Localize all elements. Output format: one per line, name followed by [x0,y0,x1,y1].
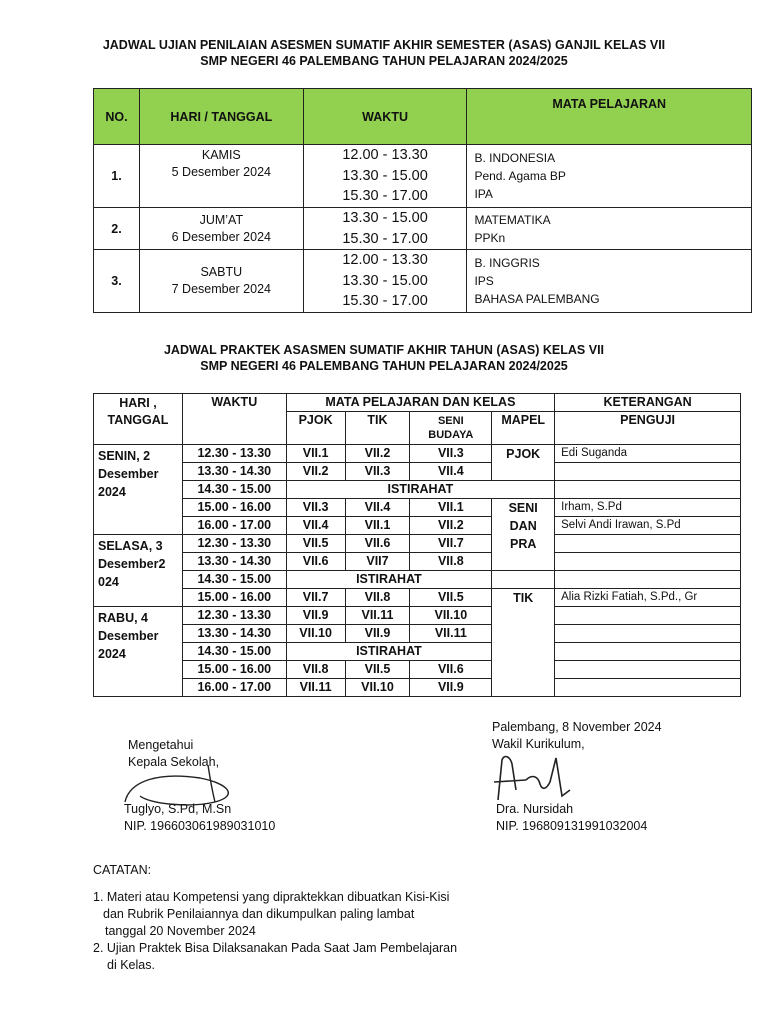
exam-title-line1: JADWAL UJIAN PENILAIAN ASESMEN SUMATIF AKHIR SEMESTER (ASAS) GANJIL KELAS VII [102,38,666,52]
note-1-line2: dan Rubrik Penilaiannya dan dikumpulkan paling lambat [103,907,415,921]
penguji-cell [555,553,741,571]
practice-title-line1: JADWAL PRAKTEK ASASMEN SUMATIF AKHIR TAHUN (ASAS) KELAS VII [163,343,605,357]
place-date: Palembang, 8 November 2024 [492,720,662,734]
day-l2: Desember2 [98,557,166,571]
day-name: JUM’AT [199,212,244,227]
seni-cell: VII.8 [410,553,492,571]
pjok-cell: VII.5 [286,535,345,553]
day-cell [94,607,183,697]
col-header-day: HARI / TANGGAL [139,89,303,145]
break-cell: ISTIRAHAT [286,481,554,499]
table-row [94,625,741,643]
seni-cell: VII.6 [410,661,492,679]
day-cell [94,445,183,535]
header-day [94,394,183,445]
penguji-cell [555,661,741,679]
time-cell: 14.30 - 15.00 [182,571,286,589]
time-cell: 13.30 - 14.30 [182,625,286,643]
row-number: 1. [94,145,140,208]
practice-schedule-table [93,393,741,697]
table-row [94,463,741,481]
seni-cell: VII.4 [410,463,492,481]
table-row [94,445,741,463]
penguji-cell: Edi Suganda [555,445,741,463]
tik-cell: VII.9 [345,625,410,643]
vice-name-block [496,801,647,835]
penguji-cell [555,481,741,499]
table-row [94,499,741,517]
row-number: 2. [94,208,140,250]
day-date: 5 Desember 2024 [171,165,271,179]
time-slot: 15.30 - 17.00 [342,230,428,247]
row-subjects [467,250,752,313]
time-cell: 12.30 - 13.30 [182,607,286,625]
time-slot: 12.00 - 13.30 [342,147,428,164]
tik-cell: VII.8 [345,589,410,607]
mapel-cell: PJOK [492,445,555,481]
time-cell: 13.30 - 14.30 [182,463,286,481]
vice-block [492,719,662,753]
header-time: WAKTU [182,394,286,445]
mapel-cell: TIK [492,589,555,697]
pjok-cell: VII.1 [286,445,345,463]
time-slot: 15.30 - 17.00 [342,293,428,309]
notes-list [93,889,457,974]
break-cell: ISTIRAHAT [286,571,492,589]
headmaster-nip: NIP. 196603061989031010 [124,819,276,833]
header-seni [410,412,492,445]
subject: MATEMATIKA [474,212,551,227]
break-cell: ISTIRAHAT [286,643,492,661]
mapel-cell [492,499,555,571]
pjok-cell: VII.7 [286,589,345,607]
penguji-cell [555,535,741,553]
time-cell: 16.00 - 17.00 [182,517,286,535]
note-1-line3: tanggal 20 November 2024 [105,924,256,938]
seni-cell: VII.11 [410,625,492,643]
header-day-l1: HARI , [119,396,157,410]
row-subjects [467,145,752,208]
subject: B. INGGRIS [474,255,540,270]
header-day-l2: TANGGAL [107,413,169,427]
header-penguji: PENGUJI [555,412,741,445]
time-cell: 15.00 - 16.00 [182,589,286,607]
time-slot: 15.30 - 17.00 [342,188,428,205]
day-name: KAMIS [201,148,241,162]
exam-title-line2: SMP NEGERI 46 PALEMBANG TAHUN PELAJARAN 2024/2025 [200,54,568,68]
tik-cell: VII.4 [345,499,410,517]
tik-cell: VII.6 [345,535,410,553]
note-2-line2: di Kelas. [107,958,155,972]
day-date: 6 Desember 2024 [171,229,271,244]
col-header-subject: MATA PELAJARAN [467,89,752,145]
day-l2: Desember [98,467,159,481]
table-row [94,607,741,625]
day-l3: 2024 [98,485,126,499]
vice-signature-icon [486,750,576,805]
row-day [139,250,303,313]
exam-schedule-title [0,37,768,69]
seni-cell: VII.2 [410,517,492,535]
table-row [94,589,741,607]
headmaster-role: Kepala Sekolah, [128,755,220,769]
col-header-no: NO. [94,89,140,145]
time-slot: 12.00 - 13.30 [342,252,428,268]
seni-cell: VII.5 [410,589,492,607]
time-cell: 12.30 - 13.30 [182,535,286,553]
penguji-cell [555,625,741,643]
vice-role: Wakil Kurikulum, [492,737,585,751]
col-header-time: WAKTU [303,89,467,145]
time-cell: 13.30 - 14.30 [182,553,286,571]
subject: PPKn [474,230,506,245]
tik-cell: VII.10 [345,679,410,697]
header-tik: TIK [345,412,410,445]
exam-schedule-table [93,88,752,313]
table-row [94,517,741,535]
seni-cell: VII.10 [410,607,492,625]
pjok-cell: VII.3 [286,499,345,517]
pjok-cell: VII.4 [286,517,345,535]
day-date: 7 Desember 2024 [171,281,271,296]
time-cell: 14.30 - 15.00 [182,643,286,661]
penguji-cell [555,607,741,625]
pjok-cell: VII.11 [286,679,345,697]
table-row [94,553,741,571]
day-l2: Desember [98,629,159,643]
header-subjects: MATA PELAJARAN DAN KELAS [286,394,554,412]
subject: IPS [474,273,494,288]
practice-title-line2: SMP NEGERI 46 PALEMBANG TAHUN PELAJARAN 2024/2025 [200,359,568,373]
mapel-l3: PRA [509,537,537,551]
day-l1: RABU, 4 [98,611,149,625]
penguji-cell [555,679,741,697]
row-times [303,145,467,208]
tik-cell: VII.5 [345,661,410,679]
note-2-line1: 2. Ujian Praktek Bisa Dilaksanakan Pada Saat Jam Pembelajaran [93,941,458,955]
time-cell: 12.30 - 13.30 [182,445,286,463]
subject: BAHASA PALEMBANG [474,291,600,306]
acknowledged-label: Mengetahui [128,738,194,752]
time-cell: 16.00 - 17.00 [182,679,286,697]
tik-cell: VII.3 [345,463,410,481]
tik-cell: VII.11 [345,607,410,625]
headmaster-name-block [124,801,275,835]
notes-heading: CATATAN: [93,863,152,877]
vice-name: Dra. Nursidah [496,802,574,816]
row-day [139,208,303,250]
row-number: 3. [94,250,140,313]
day-name: SABTU [200,264,243,279]
row-times [303,250,467,313]
penguji-cell [555,571,741,589]
penguji-cell: Selvi Andi Irawan, S.Pd [555,517,741,535]
time-slot: 13.30 - 15.00 [342,210,428,226]
table-row [94,250,752,313]
time-slot: 13.30 - 15.00 [342,272,428,289]
penguji-cell: Alia Rizki Fatiah, S.Pd., Gr [555,589,741,607]
penguji-cell: Irham, S.Pd [555,499,741,517]
tik-cell: VII7 [345,553,410,571]
table-row [94,535,741,553]
day-l1: SELASA, 3 [98,539,163,553]
seni-cell: VII.9 [410,679,492,697]
table-row [94,481,741,499]
row-times [303,208,467,250]
note-1-line1: 1. Materi atau Kompetensi yang dipraktekkan dibuatkan Kisi-Kisi [93,890,450,904]
table-header-row [94,394,741,412]
seni-cell: VII.3 [410,445,492,463]
pjok-cell: VII.9 [286,607,345,625]
time-slot: 13.30 - 15.00 [342,167,428,184]
table-row [94,571,741,589]
time-cell: 15.00 - 16.00 [182,661,286,679]
row-day [139,145,303,208]
mapel-l1: SENI [508,501,538,515]
seni-cell: VII.1 [410,499,492,517]
header-seni-l1: SENI [437,415,464,427]
tik-cell: VII.1 [345,517,410,535]
table-header-row [94,89,752,145]
pjok-cell: VII.2 [286,463,345,481]
pjok-cell: VII.10 [286,625,345,643]
pjok-cell: VII.6 [286,553,345,571]
table-row [94,679,741,697]
subject: Pend. Agama BP [474,169,566,183]
time-cell: 14.30 - 15.00 [182,481,286,499]
penguji-cell [555,463,741,481]
subject: IPA [474,187,493,201]
table-row [94,145,752,208]
headmaster-name: Tuglyo, S.Pd, M.Sn [124,802,232,816]
day-l3: 2024 [98,647,126,661]
row-subjects [467,208,752,250]
time-cell: 15.00 - 16.00 [182,499,286,517]
table-row [94,208,752,250]
pjok-cell: VII.8 [286,661,345,679]
day-l1: SENIN, 2 [98,449,151,463]
mapel-l2: DAN [509,519,537,533]
practice-schedule-title [0,342,768,374]
header-note: KETERANGAN [555,394,741,412]
seni-cell: VII.7 [410,535,492,553]
header-pjok: PJOK [286,412,345,445]
day-l3: 024 [98,575,119,589]
subject: B. INDONESIA [474,151,556,165]
header-seni-l2: BUDAYA [428,429,474,441]
day-cell [94,535,183,607]
mapel-cell [492,571,555,589]
vice-nip: NIP. 196809131991032004 [496,819,648,833]
penguji-cell [555,643,741,661]
table-row [94,661,741,679]
tik-cell: VII.2 [345,445,410,463]
table-row [94,643,741,661]
header-mapel: MAPEL [492,412,555,445]
